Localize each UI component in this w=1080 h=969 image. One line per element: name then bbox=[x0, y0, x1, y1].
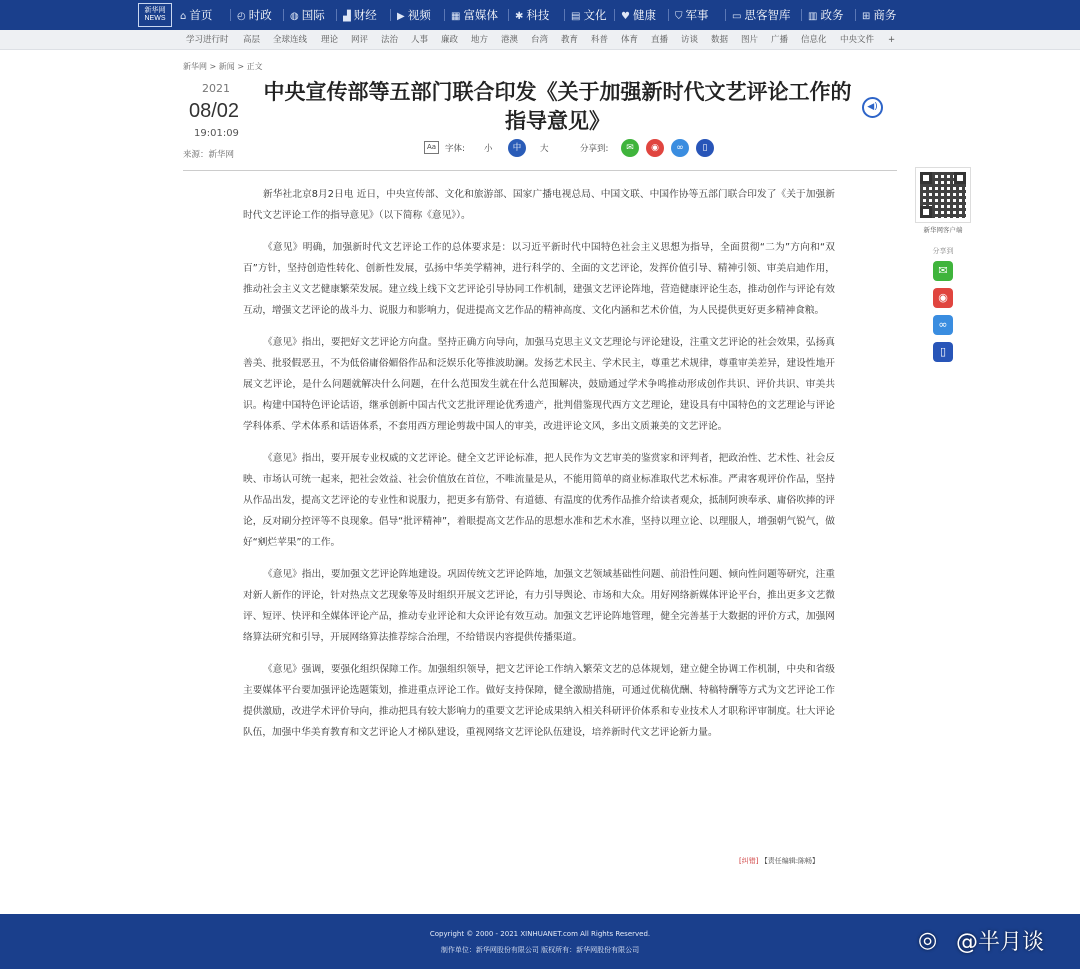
shield-icon: ⛉ bbox=[675, 11, 683, 22]
subnav-item[interactable]: 广播 bbox=[771, 35, 789, 45]
subnav-item[interactable]: 中央文件 bbox=[840, 35, 875, 45]
subnav-item[interactable]: 访谈 bbox=[681, 35, 699, 45]
subnav-item[interactable]: 体育 bbox=[621, 35, 639, 45]
nav-item-2[interactable] bbox=[290, 0, 325, 30]
gear-icon: ✱ bbox=[515, 11, 524, 22]
nav-separator bbox=[614, 9, 615, 21]
nav-item-label: 首页 bbox=[189, 8, 213, 22]
share-mobile-icon[interactable]: ▯ bbox=[696, 139, 714, 157]
article-paragraph: 《意见》指出，要把好文艺评论方向盘。坚持正确方向导向，加强马克思主义文艺理论与评论建设，注重文艺评论的社会效果，弘扬真善美、批驳假恶丑，不为低俗庸俗媚俗作品和泛娱乐化等推波助澜。发扬艺术民主、学术民主，尊重艺术规律，尊重审美差异，建设性地开展文艺评论，是什么问题就解决什么问题，在什么范围发生就在什么范围解决，鼓励通过学术争鸣推动形成创作共识、评价共识、审美共识。构建中国特色评论话语，继承创新中国古代文艺批评理论优秀遗产，批判借鉴现代西方文艺理论，建设具有中国特色的文艺理论与评论学科体系、学术体系和话语体系，不套用西方理论剪裁中国人的审美，改进评论文风，多出文质兼美的文艺评论。 bbox=[243, 337, 835, 432]
nav-item-label: 国际 bbox=[301, 8, 325, 22]
nav-item-5[interactable] bbox=[451, 0, 498, 30]
nav-item-label: 健康 bbox=[632, 8, 656, 22]
publish-year: 2021 bbox=[202, 82, 230, 95]
sub-navigation-bar bbox=[0, 30, 1080, 50]
footer-copyright: Copyright © 2000 - 2021 XINHUANET.com All Rights Reserved. bbox=[429, 930, 651, 938]
nav-separator bbox=[564, 9, 565, 21]
clock-icon: ◴ bbox=[237, 11, 246, 22]
subnav-item[interactable]: 台湾 bbox=[531, 35, 549, 45]
subnav-item[interactable]: 信息化 bbox=[801, 35, 827, 45]
article-toolbar bbox=[424, 139, 724, 159]
media-icon: ▦ bbox=[451, 11, 461, 22]
font-size-icon: Aa bbox=[424, 141, 439, 154]
qr-finder bbox=[920, 206, 932, 218]
publish-time: 19:01:09 bbox=[194, 128, 239, 139]
subnav-item[interactable]: 科普 bbox=[591, 35, 609, 45]
subnav-item[interactable]: 法治 bbox=[381, 35, 399, 45]
weibo-logo-icon: ◎ bbox=[918, 927, 938, 953]
nav-item-label: 政务 bbox=[820, 8, 844, 22]
audio-play-button[interactable] bbox=[862, 97, 883, 118]
error-report-link[interactable]: [纠错] bbox=[739, 857, 759, 865]
nav-item-label: 视频 bbox=[407, 8, 431, 22]
subnav-item[interactable]: 直播 bbox=[651, 35, 669, 45]
nav-item-label: 思客智库 bbox=[744, 8, 791, 22]
rail-share-label: 分享到 bbox=[932, 247, 954, 255]
subnav-item[interactable]: 网评 bbox=[351, 35, 369, 45]
nav-item-label: 富媒体 bbox=[463, 8, 498, 22]
subnav-item[interactable]: 图片 bbox=[741, 35, 759, 45]
article-paragraph: 新华社北京8月2日电 近日，中央宣传部、文化和旅游部、国家广播电视总局、中国文联、中国作协等五部门联合印发了《关于加强新时代文艺评论工作的指导意见》（以下简称《意见》）。 bbox=[243, 189, 835, 221]
home-icon: ⌂ bbox=[180, 11, 187, 22]
nav-separator bbox=[336, 9, 337, 21]
nav-item-10[interactable] bbox=[732, 0, 790, 30]
breadcrumb[interactable]: 新华网 > 新闻 > 正文 bbox=[183, 62, 263, 71]
share-link-icon[interactable]: ∞ bbox=[671, 139, 689, 157]
nav-item-label: 商务 bbox=[873, 8, 897, 22]
article-paragraph: 《意见》强调，要强化组织保障工作。加强组织领导，把文艺评论工作纳入繁荣文艺的总体规划，建立健全协调工作机制，中央和省级主要媒体平台要加强评论选题策划，推进重点评论工作。做好支持保障，健全激励措施，可通过优稿优酬、特稿特酬等方式为文艺评论工作提供激励，改进学术评价导向，推动把具有较大影响力的重要文艺评论成果纳入相关科研评价体系和专业技术人才职称评审制度。壮大评论队伍，加强中华美育教育和文艺评论人才梯队建设，重视网络文艺评论队伍建设，培养新时代文艺评论新力量。 bbox=[243, 664, 835, 738]
nav-separator bbox=[668, 9, 669, 21]
xinhua-logo[interactable]: 新华网 NEWS bbox=[138, 3, 172, 27]
article-paragraph: 《意见》明确，加强新时代文艺评论工作的总体要求是：以习近平新时代中国特色社会主义思想为指导，全面贯彻“二为”方向和“双百”方针，坚持创造性转化、创新性发展，弘扬中华美学精神，进行科学的、全面的文艺评论，发挥价值引导、精神引领、审美启迪作用，推动社会主义文艺健康繁荣发展。建立线上线下文艺评论引导协同工作机制，建强文艺评论阵地，营造健康评论生态，推动创作与评论有效互动，增强文艺评论的战斗力、说服力和影响力，促进提高文艺作品的精神高度、文化内涵和艺术价值，为人民提供更好更多精神食粮。 bbox=[243, 242, 835, 316]
share-label: 分享到: bbox=[580, 144, 609, 154]
nav-separator bbox=[230, 9, 231, 21]
subnav-item[interactable]: 廉政 bbox=[441, 35, 459, 45]
subnav-item[interactable]: 高层 bbox=[243, 35, 261, 45]
book-icon: ▤ bbox=[571, 11, 581, 22]
font-label: 字体: bbox=[445, 144, 465, 154]
article-paragraph: 《意见》指出，要开展专业权威的文艺评论。健全文艺评论标准，把人民作为文艺审美的鉴赏家和评判者，把政治性、艺术性、社会反映、市场认可统一起来，把社会效益、社会价值放在首位，不唯流量是从，不能用简单的商业标准取代艺术标准。严肃客观评价作品，坚持从作品出发，提高文艺评论的专业性和说服力，把更多有筋骨、有道德、有温度的优秀作品推介给读者观众，抵制阿谀奉承、庸俗吹捧的评论，反对刷分控评等不良现象。倡导“批评精神”，着眼提高文艺作品的思想水准和艺术水准，坚持以理立论、以理服人，增强朝气锐气，做好“剜烂苹果”的工作。 bbox=[243, 453, 835, 548]
qr-code bbox=[915, 167, 971, 223]
subnav-item[interactable]: 学习进行时 bbox=[186, 35, 229, 45]
share-wechat-icon[interactable]: ✉ bbox=[621, 139, 639, 157]
government-icon: ▥ bbox=[808, 11, 818, 22]
nav-item-11[interactable] bbox=[808, 0, 843, 30]
responsible-editor: 【责任编辑:陈畅】 bbox=[760, 857, 820, 865]
nav-item-label: 科技 bbox=[526, 8, 550, 22]
nav-item-4[interactable] bbox=[397, 0, 431, 30]
footer-credit: 制作单位：新华网股份有限公司 版权所有：新华网股份有限公司 bbox=[440, 946, 640, 954]
nav-separator bbox=[508, 9, 509, 21]
subnav-item[interactable]: 地方 bbox=[471, 35, 489, 45]
subnav-item[interactable]: 理论 bbox=[321, 35, 339, 45]
cart-icon: ⊞ bbox=[862, 11, 871, 22]
qr-finder bbox=[920, 172, 932, 184]
qr-pattern bbox=[920, 172, 966, 218]
nav-separator bbox=[725, 9, 726, 21]
article-source: 来源：新华网 bbox=[183, 150, 235, 160]
nav-item-3[interactable] bbox=[343, 0, 377, 30]
nav-item-12[interactable] bbox=[862, 0, 896, 30]
nav-item-label: 文化 bbox=[583, 8, 607, 22]
weibo-watermark bbox=[918, 925, 1044, 961]
rail-weibo-icon[interactable]: ◉ bbox=[933, 288, 953, 308]
nav-item-7[interactable] bbox=[571, 0, 606, 30]
nav-item-label: 时政 bbox=[248, 8, 272, 22]
rail-mobile-icon[interactable]: ▯ bbox=[933, 342, 953, 362]
nav-separator bbox=[283, 9, 284, 21]
page-title: 中央宣传部等五部门联合印发《关于加强新时代文艺评论工作的指导意见》 bbox=[263, 80, 852, 133]
qr-finder bbox=[954, 172, 966, 184]
video-icon: ▶ bbox=[397, 11, 405, 22]
nav-separator bbox=[390, 9, 391, 21]
nav-separator bbox=[444, 9, 445, 21]
subnav-item[interactable]: 港澳 bbox=[501, 35, 519, 45]
font-large-button[interactable]: 大 bbox=[540, 144, 549, 154]
title-divider bbox=[183, 170, 897, 171]
nav-item-0[interactable] bbox=[180, 0, 212, 30]
qr-caption: 新华网客户端 bbox=[923, 226, 963, 234]
subnav-item[interactable]: 数据 bbox=[711, 35, 729, 45]
article-paragraph: 《意见》指出，要加强文艺评论阵地建设。巩固传统文艺评论阵地，加强文艺领域基础性问题、前沿性问题、倾向性问题等研究，注重对新人新作的评论，针对热点文艺现象等及时组织开展文艺评论，有力引导舆论、市场和大众。用好网络新媒体评论平台，推出更多文艺微评、短评、快评和全媒体评论产品，推动专业评论和大众评论有效互动。加强文艺评论阵地管理，健全完善基于大数据的评价方式，加强网络算法研究和引导，开展网络算法推荐综合治理，不给错误内容提供传播渠道。 bbox=[243, 569, 835, 643]
globe-icon: ◍ bbox=[290, 11, 299, 22]
editor-credit bbox=[739, 856, 819, 866]
nav-item-6[interactable] bbox=[515, 0, 549, 30]
speaker-icon: ◀) bbox=[867, 102, 878, 112]
rail-wechat-icon[interactable]: ✉ bbox=[933, 261, 953, 281]
subnav-item[interactable]: 教育 bbox=[561, 35, 579, 45]
nav-item-label: 军事 bbox=[685, 8, 709, 22]
nav-separator bbox=[801, 9, 802, 21]
font-small-button[interactable]: 小 bbox=[484, 144, 493, 154]
share-weibo-icon[interactable]: ◉ bbox=[646, 139, 664, 157]
article-body bbox=[243, 184, 835, 754]
nav-item-8[interactable] bbox=[621, 0, 656, 30]
thinktank-icon: ▭ bbox=[732, 11, 742, 22]
nav-separator bbox=[855, 9, 856, 21]
heart-icon: ♥ bbox=[621, 11, 630, 22]
font-medium-button[interactable]: 中 bbox=[508, 139, 526, 157]
top-navigation-bar bbox=[0, 0, 1080, 30]
watermark-text: @半月谈 bbox=[956, 930, 1045, 955]
rail-link-icon[interactable]: ∞ bbox=[933, 315, 953, 335]
publish-month-day: 08/02 bbox=[189, 100, 240, 122]
subnav-item[interactable]: 全球连线 bbox=[273, 35, 308, 45]
subnav-item[interactable]: 人事 bbox=[411, 35, 429, 45]
subnav-more-button[interactable]: + bbox=[888, 35, 896, 45]
nav-item-1[interactable] bbox=[237, 0, 272, 30]
nav-item-9[interactable] bbox=[675, 0, 709, 30]
chart-icon: ▟ bbox=[343, 11, 351, 22]
nav-item-label: 财经 bbox=[353, 8, 377, 22]
